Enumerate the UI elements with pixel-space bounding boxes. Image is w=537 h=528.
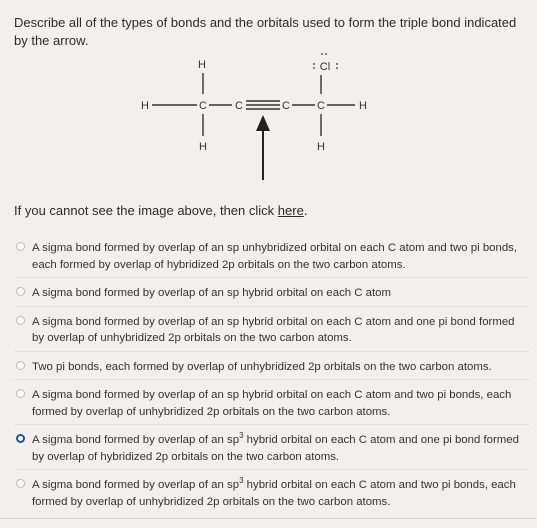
- divider: [14, 469, 529, 470]
- answer-option-selected[interactable]: [14, 432, 529, 465]
- answer-options: [14, 240, 529, 510]
- option-label: A sigma bond formed by overlap of an sp hybrid orbital on each C atom and two pi bonds, each formed by overlap of unhybridized 2p orbitals on the two carbon atoms.: [32, 389, 512, 418]
- divider: [14, 424, 529, 425]
- answer-option[interactable]: [14, 285, 529, 302]
- lone-pair-dot: [325, 53, 327, 55]
- atom-c4: C: [317, 100, 325, 112]
- divider: [14, 379, 529, 380]
- radio-button[interactable]: [16, 287, 25, 296]
- atom-c3: C: [282, 100, 290, 112]
- superscript: 3: [239, 431, 244, 441]
- option-text-pre: A sigma bond formed by overlap of an sp: [32, 434, 240, 446]
- superscript: 3: [239, 476, 244, 486]
- here-link[interactable]: here: [277, 203, 304, 218]
- hint-suffix: .: [303, 203, 308, 218]
- option-text-post: hybrid orbital on each C atom and one pi bond formed by overlap of hybridized 2p orbitals on the two carbon atoms.: [32, 434, 519, 463]
- lone-pair-dot: [321, 53, 323, 55]
- hint-prefix: If you cannot see the image above, then click: [14, 203, 278, 218]
- atom-h-bottom-left: H: [199, 141, 207, 153]
- option-text-post: hybrid orbital on each C atom and two pi bonds, each formed by overlap of unhybridized 2p orbitals on the two carbon atoms.: [32, 479, 516, 508]
- atom-h-right: H: [359, 100, 367, 112]
- radio-button[interactable]: [16, 479, 25, 488]
- radio-button[interactable]: [16, 389, 25, 398]
- lone-pair-dot: [313, 63, 315, 65]
- atom-h-top: H: [198, 59, 206, 71]
- divider: [0, 518, 537, 519]
- divider: [14, 306, 529, 307]
- option-label: A sigma bond formed by overlap of an sp hybrid orbital on each C atom: [32, 287, 392, 299]
- divider: [14, 351, 529, 352]
- radio-button[interactable]: [16, 316, 25, 325]
- lone-pair-dot: [313, 67, 315, 69]
- answer-option[interactable]: [14, 314, 529, 347]
- lone-pair-dot: [336, 63, 338, 65]
- molecule-diagram: [141, 58, 395, 188]
- atom-h-left: H: [141, 100, 149, 112]
- answer-option[interactable]: [14, 387, 529, 420]
- option-label: A sigma bond formed by overlap of an sp unhybridized orbital on each C atom and two pi bonds, each formed by overlap of hybridized 2p orbitals on the two carbon atoms.: [32, 242, 518, 271]
- answer-option[interactable]: [14, 240, 529, 273]
- atom-c1: C: [199, 100, 207, 112]
- answer-option[interactable]: [14, 477, 529, 510]
- atom-c2: C: [235, 100, 243, 112]
- answer-option[interactable]: [14, 359, 529, 376]
- atom-h-bottom-right: H: [317, 141, 325, 153]
- option-text-pre: A sigma bond formed by overlap of an sp: [32, 479, 240, 491]
- radio-button[interactable]: [16, 361, 25, 370]
- atom-cl: Cl: [319, 61, 331, 73]
- lone-pair-dot: [336, 67, 338, 69]
- radio-button-selected[interactable]: [16, 434, 25, 443]
- divider: [14, 277, 529, 278]
- question-text: Describe all of the types of bonds and the orbitals used to form the triple bond indicated by the arrow.: [14, 15, 517, 48]
- option-label: [32, 431, 519, 463]
- option-label: A sigma bond formed by overlap of an sp hybrid orbital on each C atom and one pi bond formed by overlap of unhybridized 2p orbitals on the two carbon atoms.: [32, 315, 515, 344]
- molecule-structure-image: [141, 58, 395, 188]
- radio-button[interactable]: [16, 242, 25, 251]
- image-fallback-text: [14, 203, 307, 218]
- option-label: [32, 476, 516, 508]
- arrow-head: [256, 115, 270, 131]
- option-label: Two pi bonds, each formed by overlap of unhybridized 2p orbitals on the two carbon atoms.: [32, 360, 492, 373]
